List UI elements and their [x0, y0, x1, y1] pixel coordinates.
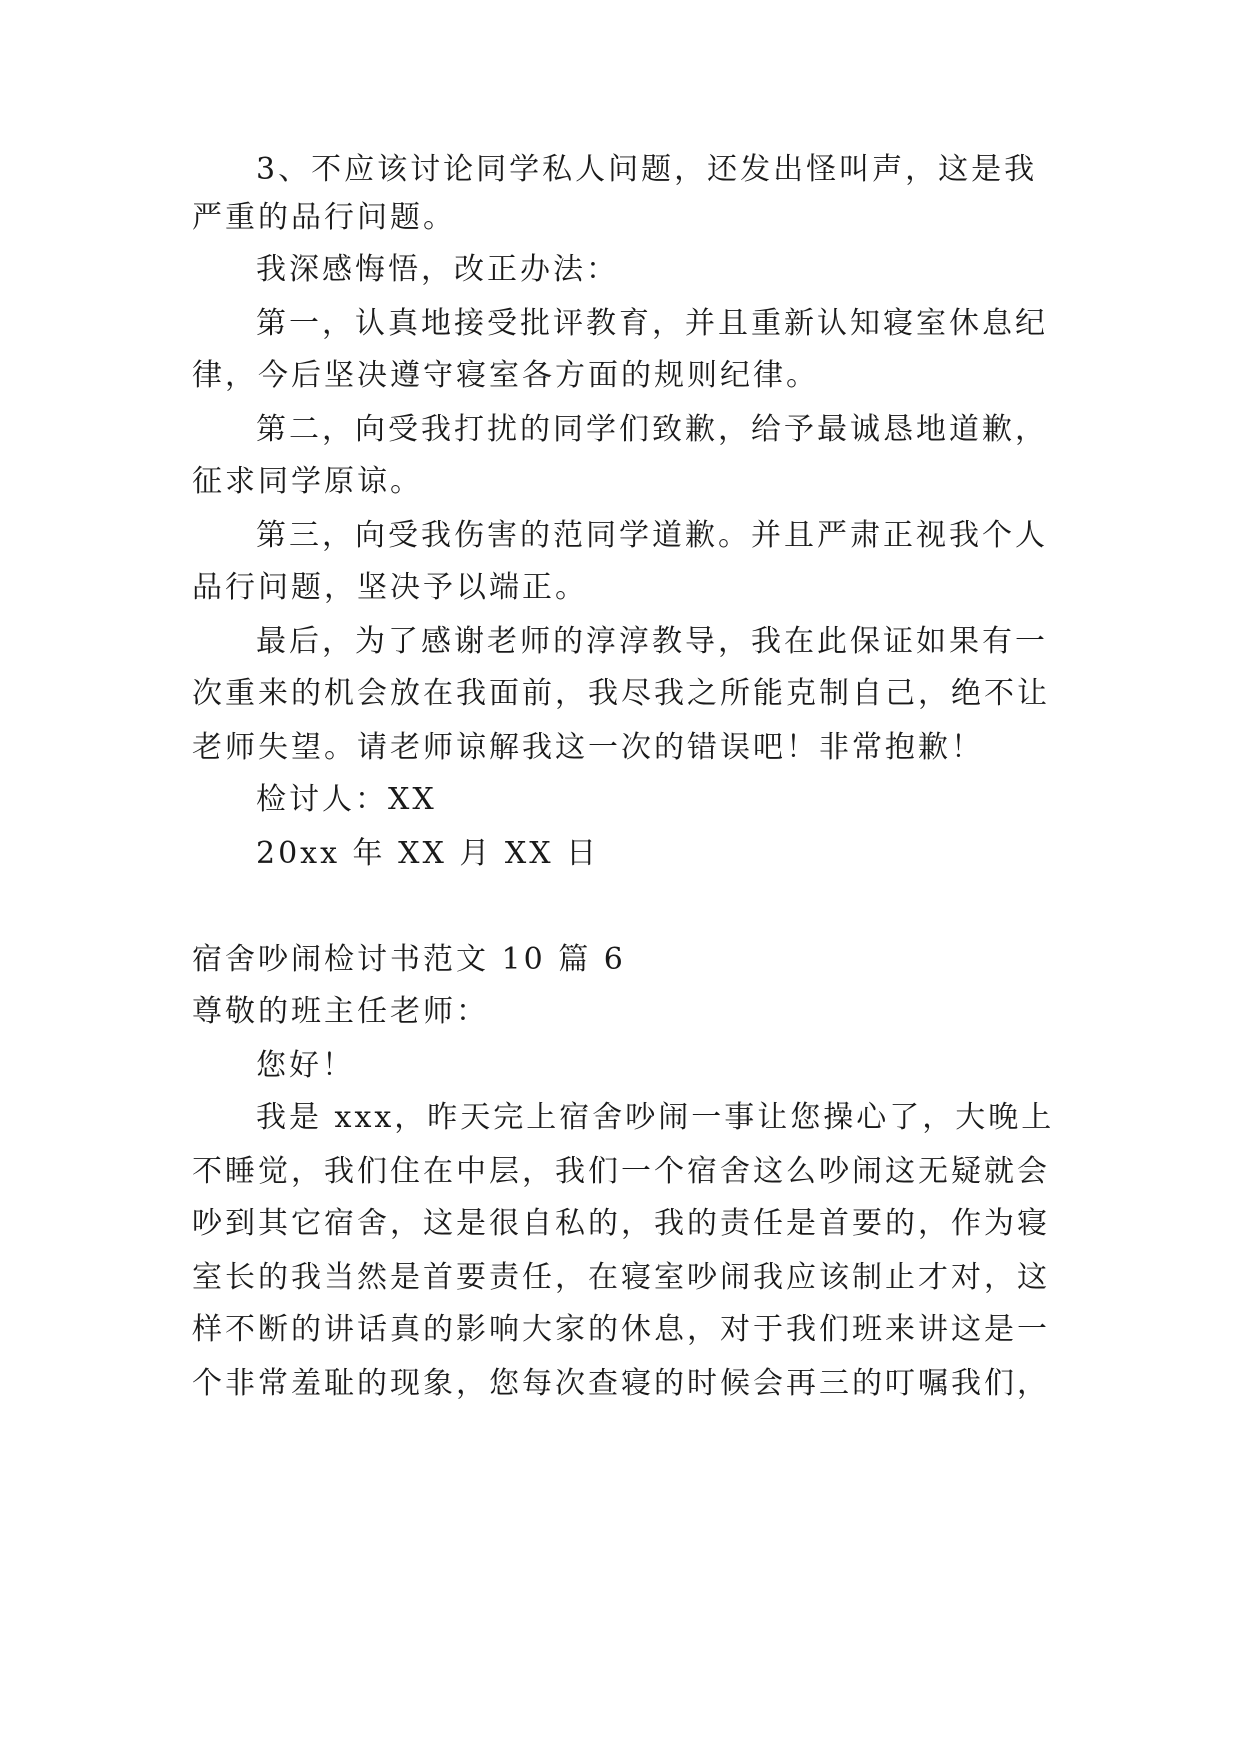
paragraph-line: 不睡觉，我们住在中层，我们一个宿舍这么吵闹这无疑就会: [192, 1154, 1050, 1189]
paragraph-line: 吵到其它宿舍，这是很自私的，我的责任是首要的，作为寝: [192, 1206, 1050, 1241]
paragraph-line: 最后，为了感谢老师的淳淳教导，我在此保证如果有一: [256, 624, 1048, 659]
paragraph-line: 第三，向受我伤害的范同学道歉。并且严肃正视我个人: [256, 518, 1048, 553]
paragraph-line: 样不断的讲话真的影响大家的休息，对于我们班来讲这是一: [192, 1312, 1050, 1347]
paragraph-line: 品行问题，坚决予以端正。: [192, 570, 588, 605]
paragraph-line: 3、不应该讨论同学私人问题，还发出怪叫声，这是我: [256, 152, 1038, 187]
date-line: 20xx 年 XX 月 XX 日: [256, 836, 600, 871]
signer-line: 检讨人：XX: [256, 782, 437, 817]
paragraph-line: 室长的我当然是首要责任，在寝室吵闹我应该制止才对，这: [192, 1260, 1050, 1295]
paragraph-line: 征求同学原谅。: [192, 464, 423, 499]
section-heading: 宿舍吵闹检讨书范文 10 篇 6: [192, 942, 626, 977]
paragraph-line: 我深感悔悟，改正办法：: [256, 252, 619, 287]
salutation: 尊敬的班主任老师：: [192, 994, 489, 1029]
paragraph-line: 次重来的机会放在我面前，我尽我之所能克制自己，绝不让: [192, 676, 1050, 711]
paragraph-line: 律，今后坚决遵守寝室各方面的规则纪律。: [192, 358, 819, 393]
paragraph-line: 第二，向受我打扰的同学们致歉，给予最诚恳地道歉，: [256, 412, 1048, 447]
greeting: 您好！: [256, 1048, 355, 1083]
paragraph-line: 第一，认真地接受批评教育，并且重新认知寝室休息纪: [256, 306, 1048, 341]
paragraph-line: 个非常羞耻的现象，您每次查寝的时候会再三的叮嘱我们，: [192, 1366, 1050, 1401]
paragraph-line: 老师失望。请老师谅解我这一次的错误吧！非常抱歉！: [192, 730, 984, 765]
paragraph-line: 严重的品行问题。: [192, 200, 456, 235]
paragraph-line: 我是 xxx，昨天完上宿舍吵闹一事让您操心了，大晚上: [256, 1100, 1055, 1135]
